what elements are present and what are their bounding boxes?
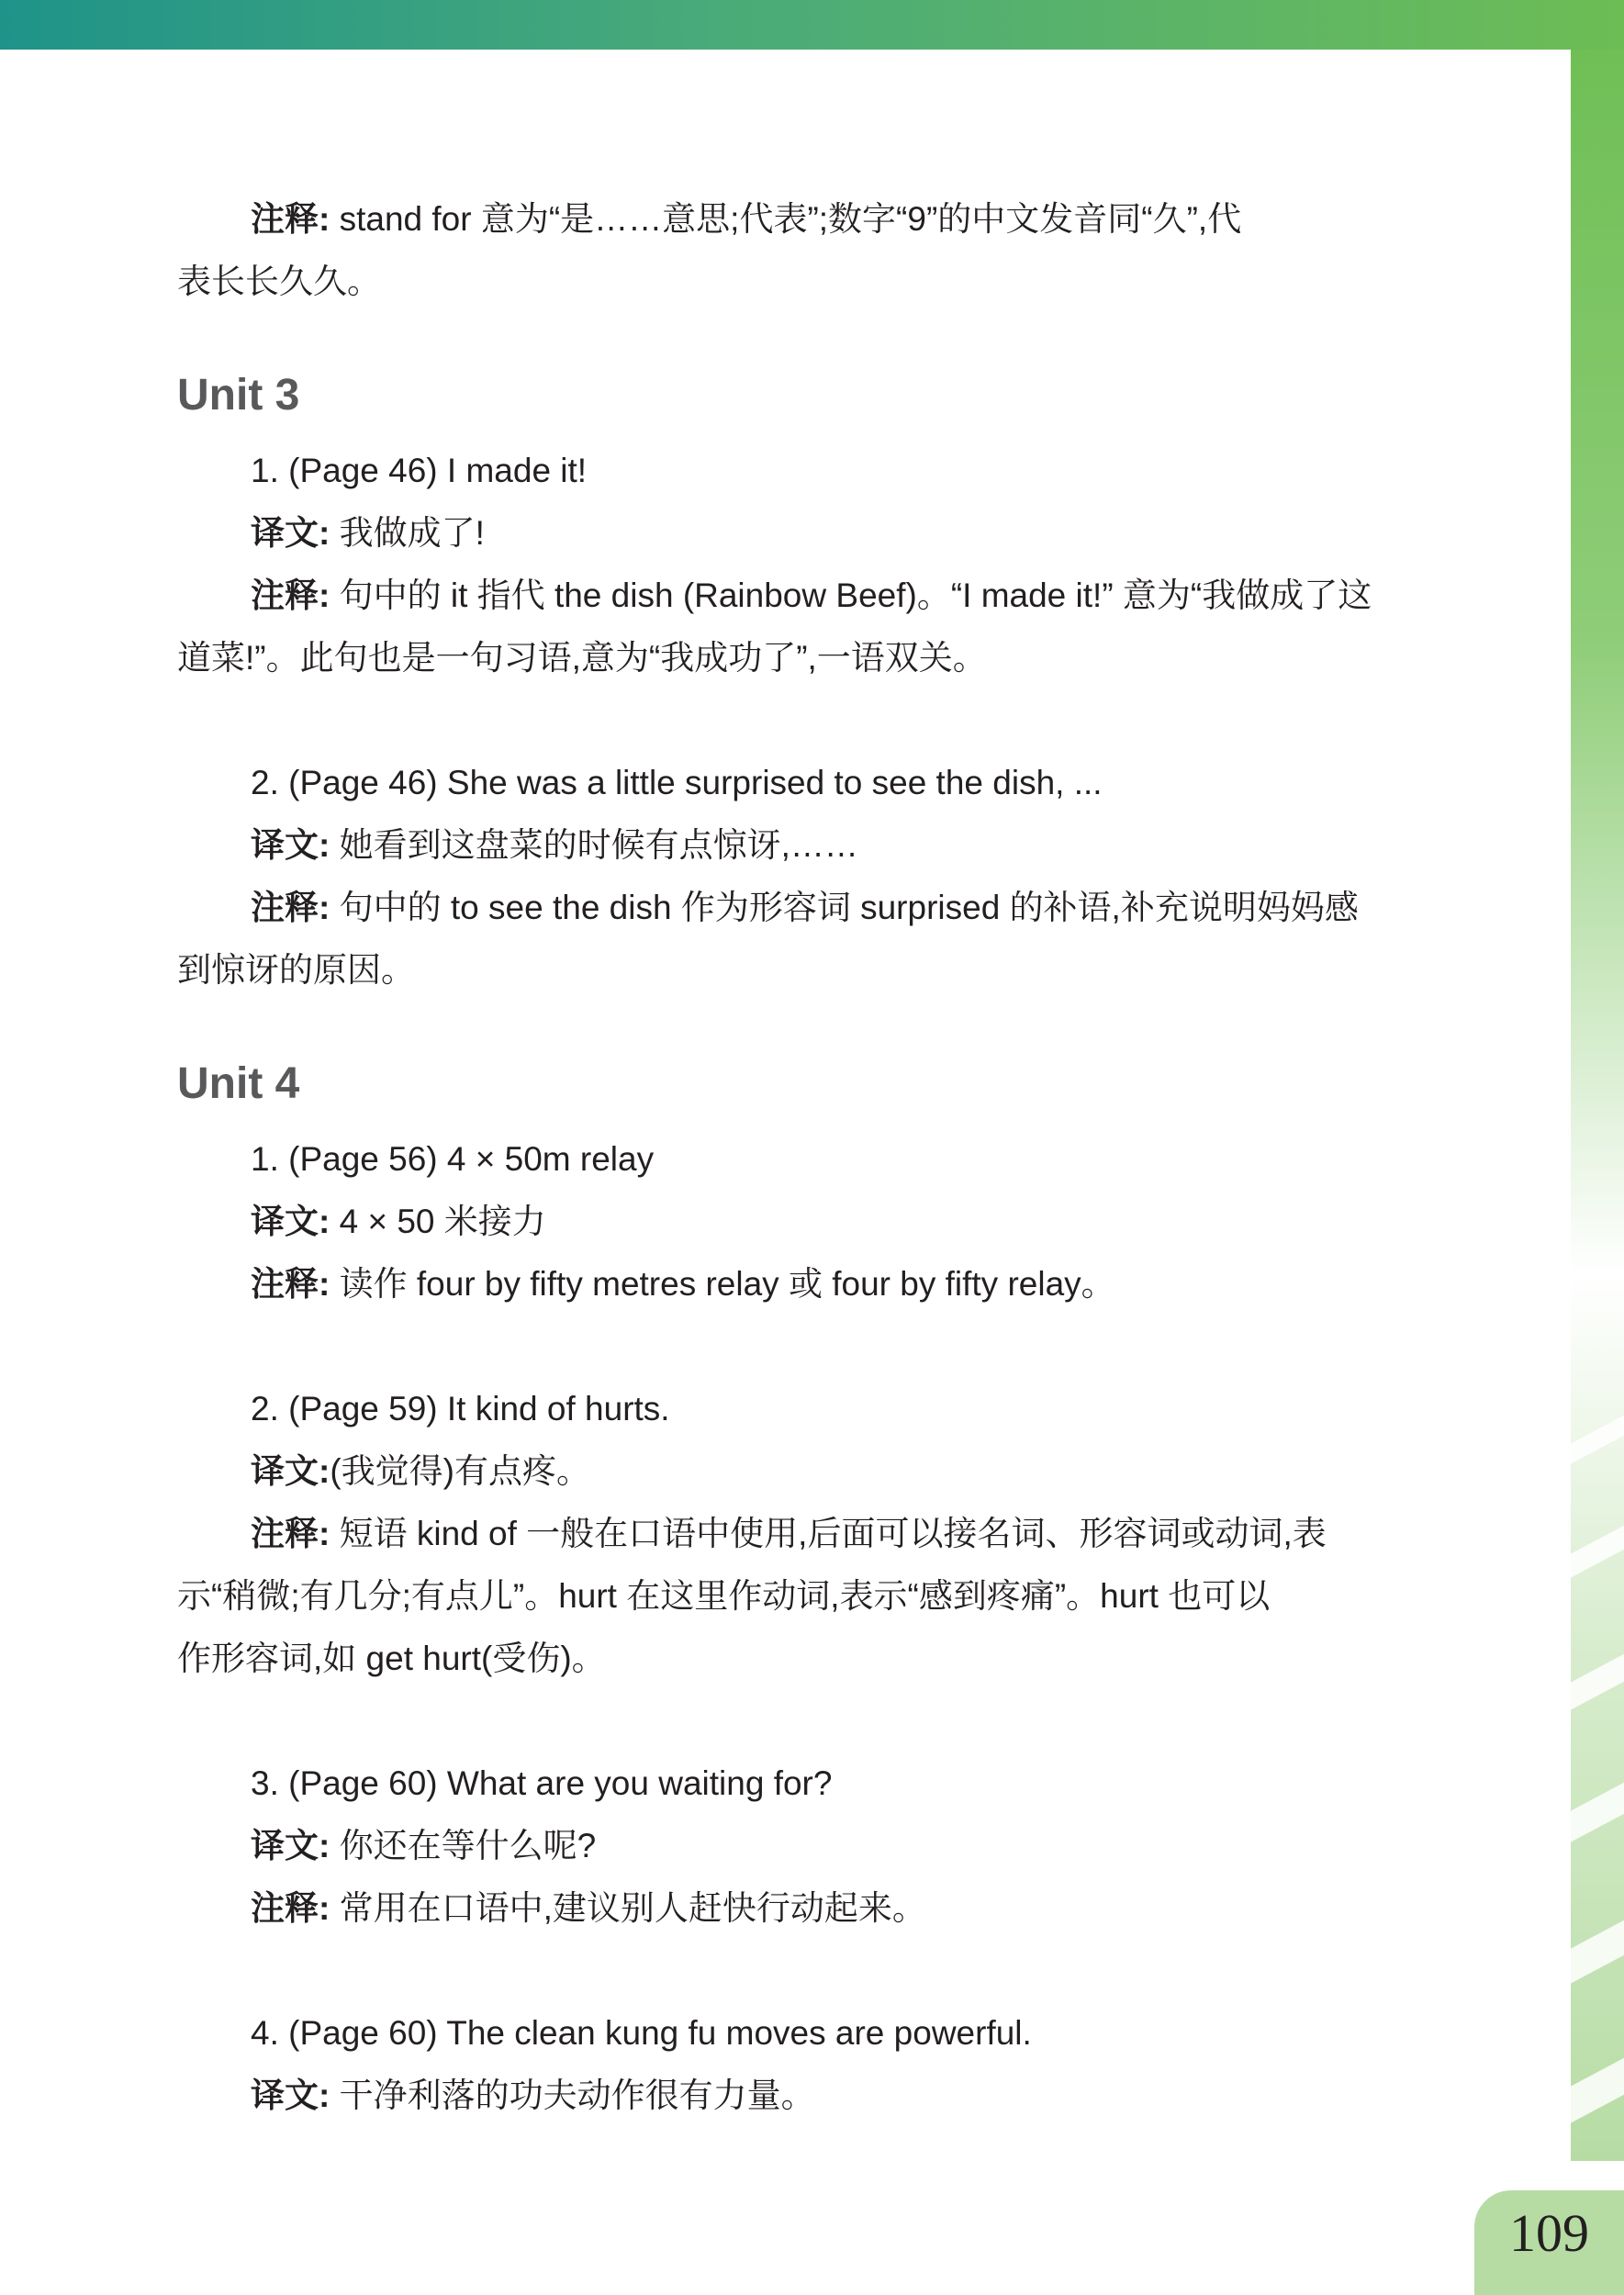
entry-note-continued: 作形容词,如 get hurt(受伤)。 — [177, 1640, 606, 1677]
top-decorative-bar — [0, 0, 1624, 50]
entry-note: 注释: 短语 kind of 一般在口语中使用,后面可以接名词、形容词或动词,表 — [251, 1515, 1327, 1552]
entry-heading: 1. (Page 56) 4 × 50m relay — [251, 1140, 655, 1178]
entry-translation: 译文: 干净利落的功夫动作很有力量。 — [251, 2077, 815, 2114]
entry-translation: 译文: 她看到这盘菜的时候有点惊讶,…… — [251, 826, 858, 864]
entry-heading: 2. (Page 46) She was a little surprised to see the dish, ... — [251, 764, 1103, 801]
entry-heading: 2. (Page 59) It kind of hurts. — [251, 1390, 670, 1427]
translation-label: 译文: — [251, 514, 330, 552]
entry-note: 注释: 句中的 to see the dish 作为形容词 surprised 的补语,补充说明妈妈感 — [251, 889, 1359, 926]
entry-note: 注释: 句中的 it 指代 the dish (Rainbow Beef)。“I made it!” 意为“我做成了这 — [251, 577, 1372, 614]
side-decorative-bar — [1571, 50, 1624, 2161]
entry-heading: 3. (Page 60) What are you waiting for? — [251, 1764, 833, 1802]
note-label: 注释: — [251, 200, 330, 238]
unit-title: Unit 4 — [177, 1059, 300, 1108]
note-label: 注释: — [251, 577, 330, 614]
intro-note-line: 注释: stand for 意为“是……意思;代表”;数字“9”的中文发音同“久”,代 — [251, 200, 1242, 238]
side-stripe — [1571, 1772, 1624, 1847]
side-stripe — [1571, 1909, 1624, 1988]
note-label: 注释: — [251, 889, 330, 926]
translation-label: 译文: — [251, 1827, 330, 1864]
entry-note-continued: 道菜!”。此句也是一句习语,意为“我成功了”,一语双关。 — [177, 639, 987, 677]
unit-title: Unit 3 — [177, 371, 300, 420]
entry-heading: 1. (Page 46) I made it! — [251, 452, 588, 489]
entry-translation: 译文: 4 × 50 米接力 — [251, 1203, 546, 1240]
note-label: 注释: — [251, 1265, 330, 1303]
side-stripe — [1571, 1515, 1624, 1583]
entry-note: 注释: 常用在口语中,建议别人赶快行动起来。 — [251, 1889, 926, 1927]
translation-label: 译文: — [251, 1452, 330, 1490]
entry-note-continued: 到惊讶的原因。 — [177, 951, 415, 989]
entry-note-continued: 示“稍微;有几分;有点儿”。hurt 在这里作动词,表示“感到疼痛”。hurt 也可以 — [177, 1577, 1271, 1615]
page-number: 109 — [1509, 2203, 1589, 2263]
entry-translation: 译文:(我觉得)有点疼。 — [251, 1452, 590, 1490]
translation-label: 译文: — [251, 2077, 330, 2114]
entry-translation: 译文: 你还在等什么呢? — [251, 1827, 597, 1864]
side-stripe — [1571, 1643, 1624, 1715]
intro-note-line: 表长长久久。 — [177, 263, 381, 300]
entry-note: 注释: 读作 four by fifty metres relay 或 four by fifty relay。 — [251, 1265, 1115, 1303]
translation-label: 译文: — [251, 1203, 330, 1240]
entry-translation: 译文: 我做成了! — [251, 514, 485, 552]
note-label: 注释: — [251, 1515, 330, 1552]
translation-label: 译文: — [251, 826, 330, 864]
entry-heading: 4. (Page 60) The clean kung fu moves are powerful. — [251, 2014, 1032, 2052]
side-stripe — [1571, 1405, 1624, 1469]
side-stripe — [1571, 2047, 1624, 2128]
page-content — [177, 188, 1472, 2127]
note-label: 注释: — [251, 1889, 330, 1927]
